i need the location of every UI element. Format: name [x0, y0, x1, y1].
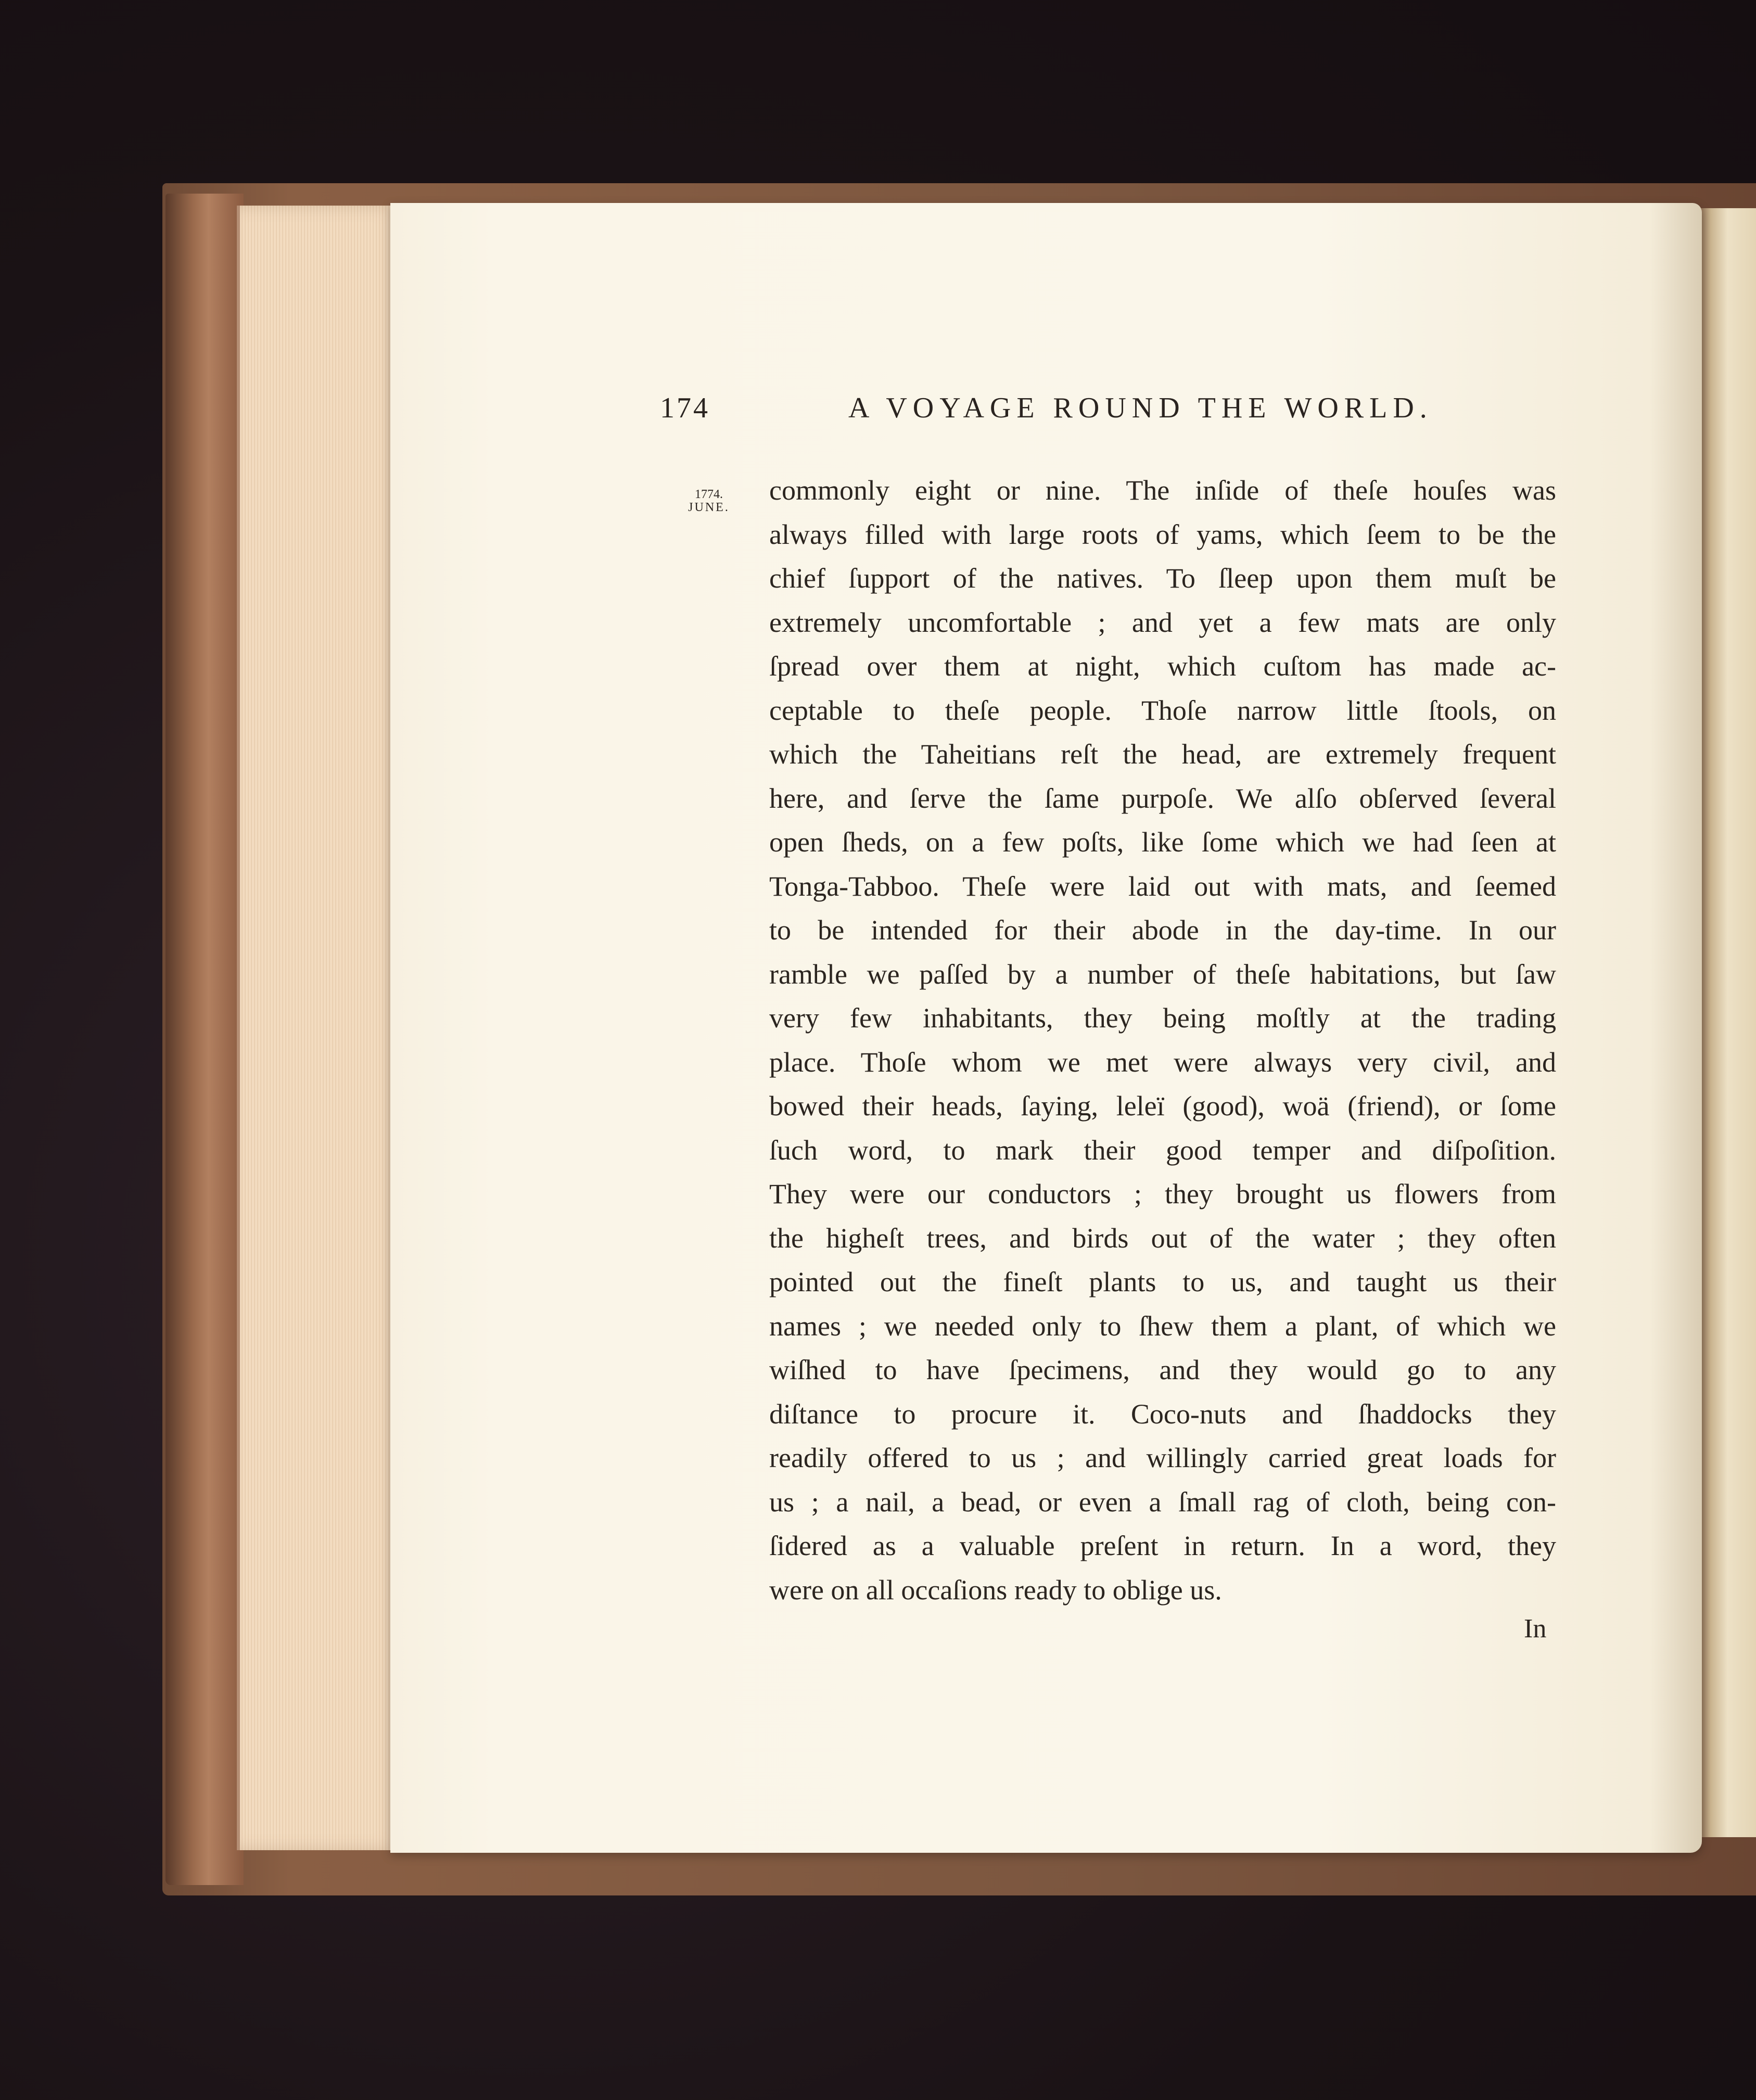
page-edges: [237, 206, 402, 1850]
text-line: here, and ſerve the ſame purpoſe. We alſo obſerved ſeveral: [769, 782, 1556, 814]
text-line: which the Taheitians reſt the head, are extremely frequent: [769, 739, 1556, 770]
text-line: us ; a nail, a bead, or even a ſmall rag of cloth, being con-: [769, 1486, 1556, 1518]
text-line: ſidered as a valuable preſent in return. In a word, they: [769, 1530, 1556, 1561]
facing-page-edge: [1699, 208, 1756, 1837]
page-header: [660, 391, 1493, 438]
running-head: A VOYAGE ROUND THE WORLD.: [848, 392, 1433, 424]
text-line: They were our conductors ; they brought us flowers from: [769, 1178, 1556, 1210]
text-line: wiſhed to have ſpecimens, and they would go to any: [769, 1354, 1556, 1385]
text-line: commonly eight or nine. The inſide of theſe houſes was: [769, 475, 1556, 506]
text-line: pointed out the fineſt plants to us, and taught us their: [769, 1266, 1556, 1297]
text-line: the higheſt trees, and birds out of the water ; they often: [769, 1222, 1556, 1254]
text-line: to be intended for their abode in the day-time. In our: [769, 914, 1556, 946]
text-line: very few inhabitants, they being moſtly at the trading: [769, 1002, 1556, 1034]
catchword: In: [1524, 1614, 1547, 1644]
text-line: always filled with large roots of yams, which ſeem to be the: [769, 518, 1556, 550]
text-line: ſuch word, to mark their good temper and diſpoſition.: [769, 1134, 1556, 1166]
book-spine: [166, 194, 244, 1885]
text-line: place. Thoſe whom we met were always very civil, and: [769, 1046, 1556, 1078]
margin-date-note: [678, 488, 740, 514]
text-line: open ſheds, on a few poſts, like ſome which we had ſeen at: [769, 826, 1556, 858]
text-line: readily offered to us ; and willingly carried great loads for: [769, 1442, 1556, 1473]
text-line: were on all occaſions ready to oblige us.: [769, 1574, 1222, 1606]
body-text: [769, 468, 1556, 1612]
text-line: chief ſupport of the natives. To ſleep upon them muſt be: [769, 563, 1556, 594]
text-line: extremely uncomfortable ; and yet a few mats are only: [769, 606, 1556, 638]
text-line: Tonga-Tabboo. Theſe were laid out with mats, and ſeemed: [769, 870, 1556, 902]
page-number: 174: [660, 392, 710, 424]
text-line: names ; we needed only to ſhew them a plant, of which we: [769, 1310, 1556, 1342]
text-line: ceptable to theſe people. Thoſe narrow little ſtools, on: [769, 694, 1556, 726]
text-line: ramble we paſſed by a number of theſe habitations, but ſaw: [769, 958, 1556, 990]
text-line: bowed their heads, ſaying, leleï (good), woä (friend), or ſome: [769, 1090, 1556, 1122]
text-line: ſpread over them at night, which cuſtom has made ac-: [769, 651, 1556, 682]
text-line: diſtance to procure it. Coco-nuts and ſhaddocks they: [769, 1398, 1556, 1430]
margin-year: 1774.: [695, 488, 723, 501]
margin-month: JUNE.: [688, 501, 730, 515]
